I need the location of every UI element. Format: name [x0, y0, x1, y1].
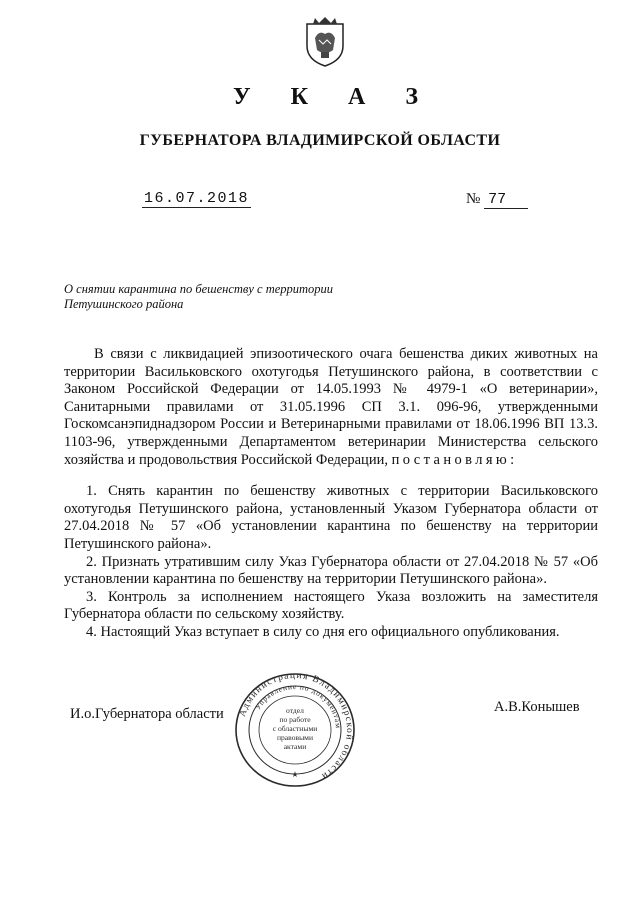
stamp-center-line: правовыми [276, 733, 314, 742]
decree-word: постановляю: [391, 451, 518, 468]
decree-subject [64, 282, 384, 312]
stamp-inner-text: Управление по документам [253, 681, 344, 730]
decree-date: 16.07.2018 [144, 190, 250, 207]
stamp-center-line: по работе [279, 715, 311, 724]
coat-of-arms-icon [303, 16, 347, 68]
official-stamp [233, 671, 357, 789]
list-item: 2. Признать утратившим силу Указ Губернатора области от 27.04.2018 № 57 «Об установлении карантина по бешенству на территории Петушинского района». [64, 553, 598, 588]
issuer-subtitle: ГУБЕРНАТОРА ВЛАДИМИРСКОЙ ОБЛАСТИ [139, 132, 501, 149]
subject-line: Петушинского района [64, 297, 184, 311]
stamp-center-line: отдел [286, 706, 304, 715]
list-item: 3. Контроль за исполнением настоящего Указа возложить на заместителя Губернатора области по сельскому хозяйству. [64, 588, 598, 623]
stamp-center-line: актами [283, 742, 307, 751]
decree-body [64, 346, 598, 642]
signer-position: И.о.Губернатора области [70, 706, 224, 722]
preamble-text: В связи с ликвидацией эпизоотического очага бешенства диких животных на территории Васильковского охотугодья Петушинского района, в соответствии с Законом Российской Федерации от 14.05.1993 № 4979-1 «О ветеринарии», Санитарными правилами от 31.05.1996 СП 3.1. 096-96, утвержденными Госкомсанэпиднадзором России и Ветеринарными правилами от 18.06.1996 ВП 13.3. 1103-96, утвержденными Департаментом ветеринарии Министерства сельского хозяйства и продовольствия Российской Федерации, [64, 346, 598, 468]
list-item: 4. Настоящий Указ вступает в силу со дня его официального опубликования. [86, 623, 560, 640]
stamp-star-icon: ★ [291, 770, 299, 779]
document-type-title: У К А З [232, 84, 435, 110]
stamp-center-line: с областными [272, 724, 318, 733]
decree-number-block [466, 191, 528, 209]
stamp-outer-text: Администрация Владимирской области [237, 671, 355, 782]
decree-number: 77 [484, 191, 528, 209]
subject-line: О снятии карантина по бешенству с территории [64, 282, 334, 296]
signer-name: А.В.Конышев [494, 699, 580, 715]
preamble-paragraph [64, 346, 598, 469]
number-prefix: № [466, 191, 481, 207]
list-item: 1. Снять карантин по бешенству животных с территории Васильковского охотугодья Петушинского района, установленный Указом Губернатора области от 27.04.2018 № 57 «Об установлении карантина по бешенству на территории Петушинского района». [64, 483, 598, 552]
